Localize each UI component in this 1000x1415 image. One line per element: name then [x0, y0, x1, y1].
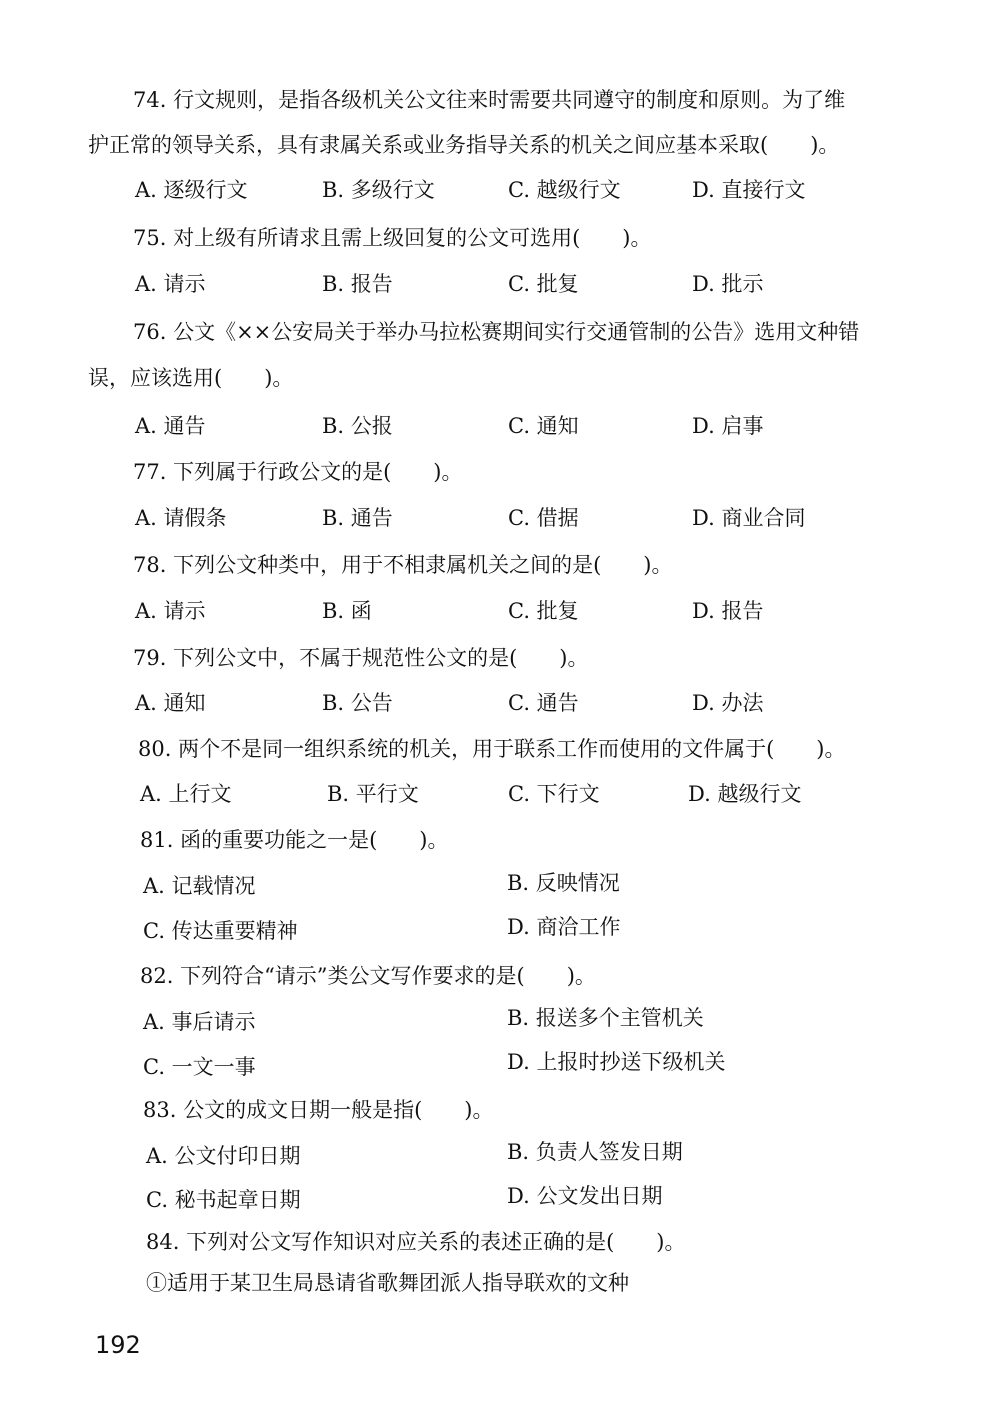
question-79-option-b: B. 公告: [322, 691, 393, 715]
question-79-line-1: 79. 下列公文中，不属于规范性公文的是( )。: [133, 646, 589, 670]
page-number: 192: [95, 1331, 141, 1359]
question-76-option-a: A. 通告: [135, 414, 206, 438]
question-81-option-b: B. 反映情况: [507, 871, 620, 895]
question-74-option-d: D. 直接行文: [692, 178, 806, 202]
question-77-option-d: D. 商业合同: [692, 506, 806, 530]
question-83-option-b: B. 负责人签发日期: [507, 1140, 683, 1164]
question-84-line-1: 84. 下列对公文写作知识对应关系的表述正确的是( )。: [146, 1230, 686, 1254]
question-78-option-d: D. 报告: [692, 599, 764, 623]
question-76-option-b: B. 公报: [322, 414, 393, 438]
question-79-option-d: D. 办法: [692, 691, 764, 715]
question-80-line-1: 80. 两个不是同一组织系统的机关，用于联系工作而使用的文件属于( )。: [138, 737, 846, 761]
question-78-line-1: 78. 下列公文种类中，用于不相隶属机关之间的是( )。: [133, 553, 673, 577]
question-74-option-a: A. 逐级行文: [135, 178, 248, 202]
question-76-line-2: 误，应该选用( )。: [88, 366, 294, 390]
question-74-option-c: C. 越级行文: [508, 178, 621, 202]
question-75-option-b: B. 报告: [322, 272, 393, 296]
question-76-option-d: D. 启事: [692, 414, 764, 438]
question-78-option-c: C. 批复: [508, 599, 579, 623]
question-79-option-a: A. 通知: [135, 691, 206, 715]
question-81-line-1: 81. 函的重要功能之一是( )。: [140, 828, 449, 852]
question-75-option-a: A. 请示: [135, 272, 206, 296]
question-75-option-d: D. 批示: [692, 272, 764, 296]
question-77-line-1: 77. 下列属于行政公文的是( )。: [133, 460, 463, 484]
question-75-option-c: C. 批复: [508, 272, 579, 296]
question-83-option-d: D. 公文发出日期: [507, 1184, 663, 1208]
question-81-option-d: D. 商洽工作: [507, 915, 621, 939]
question-82-option-b: B. 报送多个主管机关: [507, 1006, 704, 1030]
question-76-line-1: 76. 公文《××公安局关于举办马拉松赛期间实行交通管制的公告》选用文种错: [133, 320, 860, 344]
question-82-option-a: A. 事后请示: [143, 1010, 256, 1034]
question-77-option-a: A. 请假条: [135, 506, 227, 530]
question-74-option-b: B. 多级行文: [322, 178, 435, 202]
question-83-option-a: A. 公文付印日期: [146, 1144, 301, 1168]
question-77-option-c: C. 借据: [508, 506, 579, 530]
question-77-option-b: B. 通告: [322, 506, 393, 530]
question-76-option-c: C. 通知: [508, 414, 579, 438]
question-84-item-1: ①适用于某卫生局恳请省歌舞团派人指导联欢的文种: [146, 1271, 629, 1295]
question-81-option-c: C. 传达重要精神: [143, 919, 298, 943]
question-80-option-b: B. 平行文: [327, 782, 419, 806]
question-83-line-1: 83. 公文的成文日期一般是指( )。: [143, 1098, 494, 1122]
question-75-line-1: 75. 对上级有所请求且需上级回复的公文可选用( )。: [133, 226, 652, 250]
question-82-option-c: C. 一文一事: [143, 1055, 256, 1079]
question-74-line-1: 74. 行文规则，是指各级机关公文往来时需要共同遵守的制度和原则。为了维: [133, 88, 846, 112]
question-74-line-2: 护正常的领导关系，具有隶属关系或业务指导关系的机关之间应基本采取( )。: [88, 133, 840, 157]
question-80-option-d: D. 越级行文: [688, 782, 802, 806]
question-78-option-b: B. 函: [322, 599, 372, 623]
question-82-option-d: D. 上报时抄送下级机关: [507, 1050, 726, 1074]
question-83-option-c: C. 秘书起章日期: [146, 1188, 301, 1212]
question-80-option-c: C. 下行文: [508, 782, 600, 806]
question-81-option-a: A. 记载情况: [143, 874, 256, 898]
question-79-option-c: C. 通告: [508, 691, 579, 715]
question-80-option-a: A. 上行文: [140, 782, 232, 806]
question-78-option-a: A. 请示: [135, 599, 206, 623]
question-82-line-1: 82. 下列符合“请示”类公文写作要求的是( )。: [140, 964, 596, 988]
